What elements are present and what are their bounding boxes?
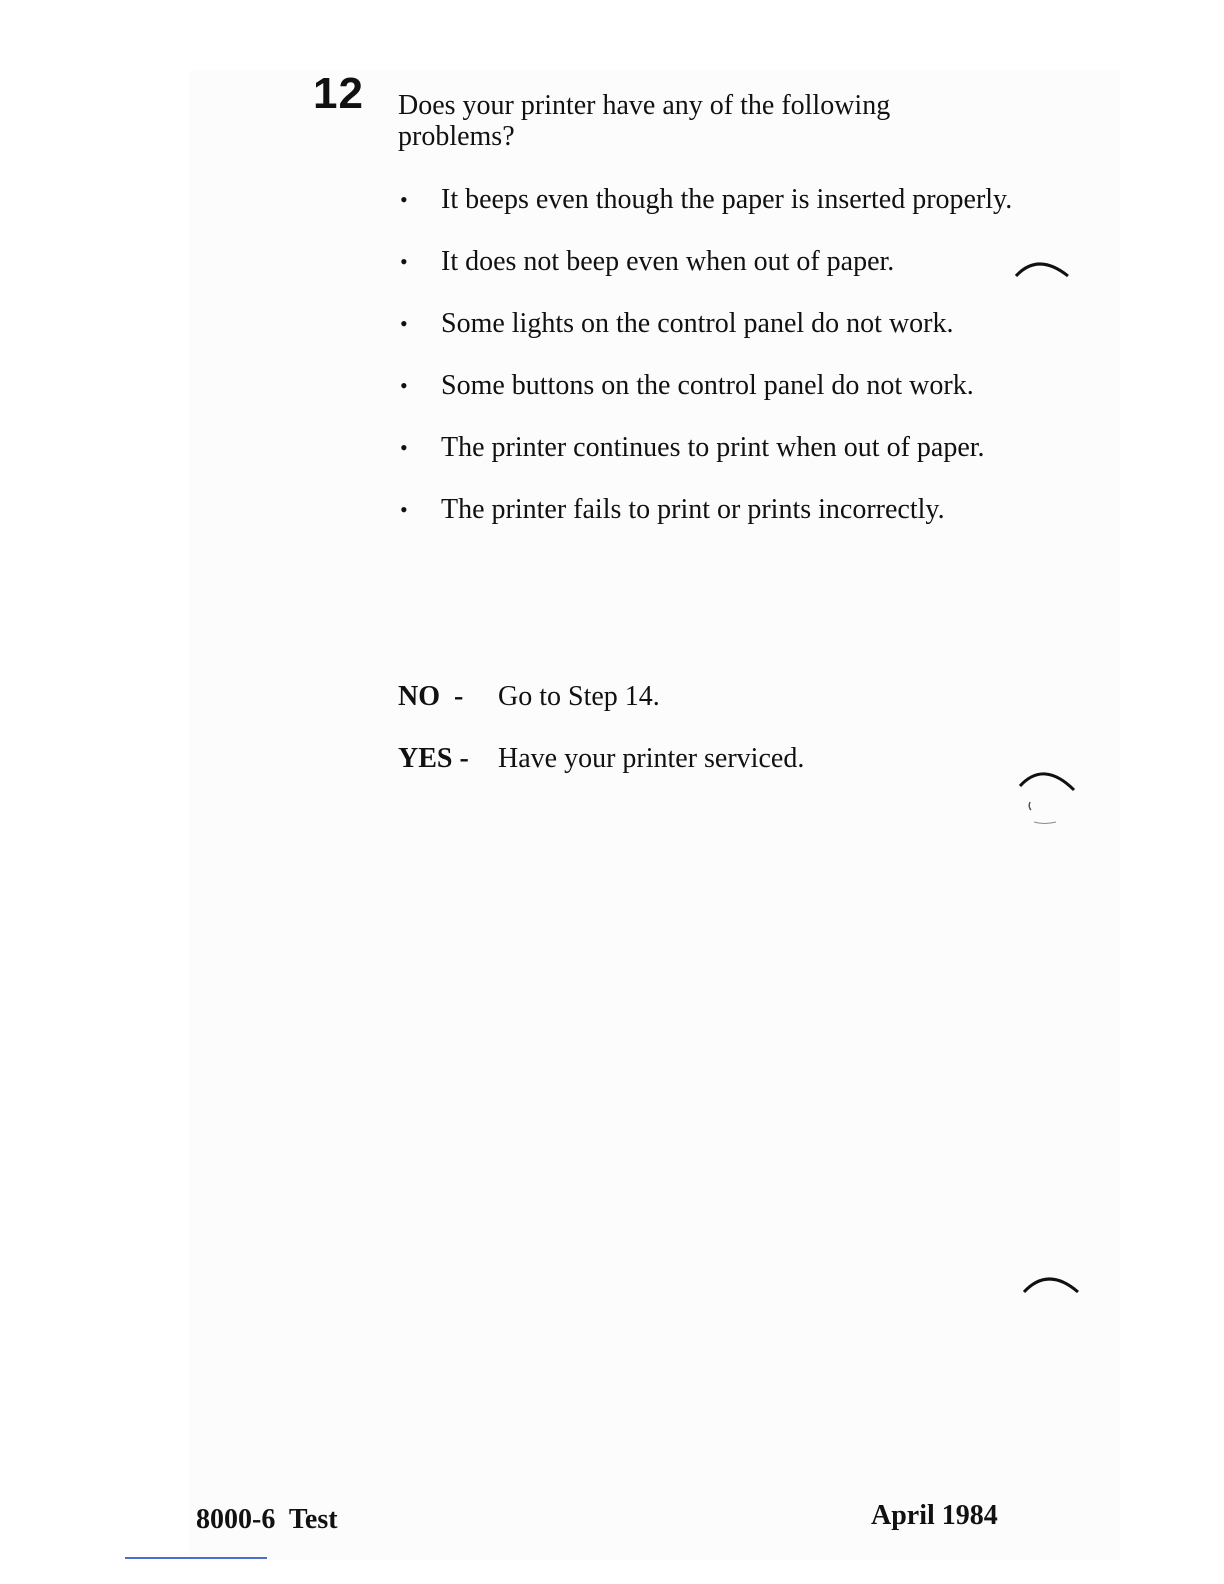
bullet-icon: • [400,187,408,212]
answer-yes-text: Have your printer serviced. [498,743,805,774]
answer-no-text: Go to Step 14. [498,681,660,712]
answer-yes [398,743,804,774]
bottom-underline [125,1557,267,1559]
answer-no [398,681,660,712]
bullet-icon: • [400,249,408,274]
binder-hole-mark-icon [1016,762,1078,832]
list-item [398,308,1018,339]
answer-yes-label: YES - [398,743,469,774]
bullet-icon: • [400,373,408,398]
footer-document-id: 8000-6 Test [196,1504,338,1535]
list-item [398,184,1018,215]
problem-text: Some buttons on the control panel do not work. [441,370,974,401]
problem-list [398,184,1018,556]
problem-text: It beeps even though the paper is inserted properly. [441,184,1013,215]
problem-text: The printer continues to print when out of paper. [441,432,985,463]
list-item [398,494,1018,525]
bullet-icon: • [400,435,408,460]
step-question: Does your printer have any of the following problems? [398,90,891,152]
problem-text: Some lights on the control panel do not work. [441,308,954,339]
answer-no-label: NO - [398,681,464,712]
problem-text: It does not beep even when out of paper. [441,246,895,277]
list-item [398,432,1018,463]
problem-text: The printer fails to print or prints incorrectly. [441,494,945,525]
list-item [398,370,1018,401]
footer-date: April 1984 [871,1500,998,1531]
step-number: 12 [313,69,364,118]
bullet-icon: • [400,311,408,336]
binder-hole-mark-icon [1012,252,1074,282]
bullet-icon: • [400,497,408,522]
list-item [398,246,1018,277]
binder-hole-mark-icon [1020,1268,1082,1298]
